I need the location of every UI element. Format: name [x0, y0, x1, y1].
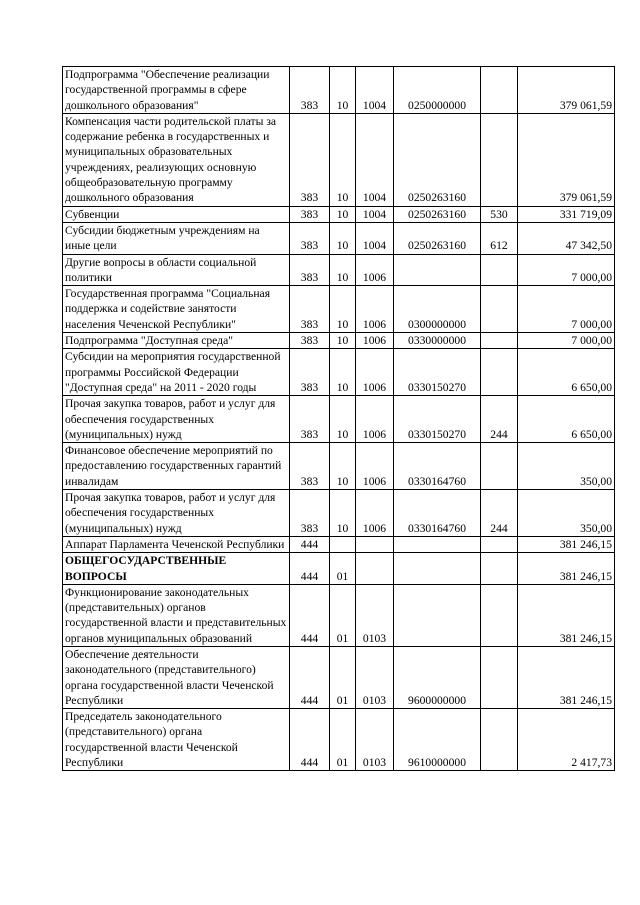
row-name-cell: Компенсация части родительской платы за содержание ребенка в государственных и муниципальных образовательных учреждениях, реализующих основную общеобразовательную программу дошкольного образования [63, 113, 290, 206]
row-name-cell: Обеспечение деятельности законодательного (представительного) органа государственной власти Чеченской Республики [63, 646, 290, 708]
row-prz-cell: 0103 [356, 709, 394, 771]
row-sum-cell: 7 000,00 [518, 333, 615, 349]
row-csr-cell: 0250000000 [394, 67, 481, 114]
row-sum-cell: 331 719,09 [518, 206, 615, 222]
row-ved-cell: 383 [290, 349, 330, 396]
row-csr-cell: 0330164760 [394, 490, 481, 537]
row-prz-cell: 1006 [356, 443, 394, 490]
row-prz-cell [356, 536, 394, 552]
row-vr-cell: 244 [481, 396, 518, 443]
row-vr-cell [481, 67, 518, 114]
row-name-cell: Государственная программа "Социальная поддержка и содействие занятости населения Чеченской Республики" [63, 286, 290, 333]
row-csr-cell: 0250263160 [394, 206, 481, 222]
row-sum-cell: 379 061,59 [518, 113, 615, 206]
row-rz-cell: 10 [330, 67, 356, 114]
row-vr-cell [481, 254, 518, 286]
row-ved-cell: 383 [290, 443, 330, 490]
row-ved-cell: 444 [290, 553, 330, 585]
row-sum-cell: 7 000,00 [518, 286, 615, 333]
row-sum-cell: 2 417,73 [518, 709, 615, 771]
budget-table [62, 66, 615, 771]
row-name-cell: Финансовое обеспечение мероприятий по предоставлению государственных гарантий инвалидам [63, 443, 290, 490]
row-rz-cell: 10 [330, 113, 356, 206]
row-rz-cell: 10 [330, 286, 356, 333]
table-row [63, 443, 615, 490]
row-csr-cell: 0330150270 [394, 396, 481, 443]
row-csr-cell: 9610000000 [394, 709, 481, 771]
row-name-cell: Председатель законодательного (представительного) органа государственной власти Чеченской Республики [63, 709, 290, 771]
row-csr-cell: 0250263160 [394, 113, 481, 206]
row-ved-cell: 444 [290, 584, 330, 646]
row-rz-cell: 10 [330, 396, 356, 443]
row-name-cell: Прочая закупка товаров, работ и услуг для обеспечения государственных (муниципальных) нужд [63, 490, 290, 537]
row-vr-cell: 530 [481, 206, 518, 222]
row-sum-cell: 381 246,15 [518, 536, 615, 552]
row-prz-cell [356, 553, 394, 585]
row-name-cell: Субвенции [63, 206, 290, 222]
row-prz-cell: 1004 [356, 222, 394, 254]
table-row [63, 67, 615, 114]
row-prz-cell: 1006 [356, 349, 394, 396]
row-sum-cell: 6 650,00 [518, 349, 615, 396]
row-name-cell: Прочая закупка товаров, работ и услуг для обеспечения государственных (муниципальных) нужд [63, 396, 290, 443]
row-vr-cell [481, 113, 518, 206]
row-rz-cell: 10 [330, 206, 356, 222]
row-prz-cell: 0103 [356, 584, 394, 646]
row-ved-cell: 383 [290, 490, 330, 537]
row-prz-cell: 1004 [356, 113, 394, 206]
row-name-cell: ОБЩЕГОСУДАРСТВЕННЫЕ ВОПРОСЫ [63, 553, 290, 585]
table-row [63, 349, 615, 396]
row-name-cell: Аппарат Парламента Чеченской Республики [63, 536, 290, 552]
row-vr-cell [481, 553, 518, 585]
row-sum-cell: 379 061,59 [518, 67, 615, 114]
row-prz-cell: 1006 [356, 333, 394, 349]
row-ved-cell: 383 [290, 113, 330, 206]
row-sum-cell: 47 342,50 [518, 222, 615, 254]
table-row [63, 222, 615, 254]
row-vr-cell [481, 709, 518, 771]
table-row [63, 490, 615, 537]
row-ved-cell: 383 [290, 286, 330, 333]
table-row [63, 553, 615, 585]
row-name-cell: Функционирование законодательных (представительных) органов государственной власти и представительных органов муниципальных образований [63, 584, 290, 646]
row-ved-cell: 383 [290, 222, 330, 254]
table-row [63, 286, 615, 333]
row-vr-cell: 612 [481, 222, 518, 254]
row-vr-cell [481, 349, 518, 396]
row-csr-cell: 0330164760 [394, 443, 481, 490]
table-row [63, 536, 615, 552]
row-rz-cell: 01 [330, 584, 356, 646]
row-ved-cell: 383 [290, 396, 330, 443]
row-csr-cell [394, 536, 481, 552]
row-prz-cell: 0103 [356, 646, 394, 708]
table-row [63, 333, 615, 349]
row-sum-cell: 6 650,00 [518, 396, 615, 443]
row-csr-cell: 0330150270 [394, 349, 481, 396]
row-ved-cell: 383 [290, 333, 330, 349]
table-row [63, 206, 615, 222]
row-name-cell: Субсидии бюджетным учреждениям на иные цели [63, 222, 290, 254]
row-sum-cell: 7 000,00 [518, 254, 615, 286]
row-name-cell: Субсидии на мероприятия государственной программы Российской Федерации "Доступная среда" на 2011 - 2020 годы [63, 349, 290, 396]
table-row [63, 646, 615, 708]
row-sum-cell: 350,00 [518, 443, 615, 490]
row-vr-cell [481, 286, 518, 333]
row-csr-cell [394, 254, 481, 286]
row-rz-cell: 10 [330, 443, 356, 490]
table-row [63, 584, 615, 646]
row-rz-cell: 10 [330, 333, 356, 349]
row-prz-cell: 1006 [356, 286, 394, 333]
row-rz-cell: 01 [330, 646, 356, 708]
row-name-cell: Подпрограмма "Обеспечение реализации государственной программы в сфере дошкольного образования" [63, 67, 290, 114]
row-csr-cell: 0300000000 [394, 286, 481, 333]
row-name-cell: Подпрограмма "Доступная среда" [63, 333, 290, 349]
row-sum-cell: 381 246,15 [518, 584, 615, 646]
row-prz-cell: 1006 [356, 396, 394, 443]
row-prz-cell: 1004 [356, 206, 394, 222]
table-row [63, 709, 615, 771]
table-body [63, 67, 615, 771]
row-vr-cell [481, 584, 518, 646]
row-csr-cell: 0330000000 [394, 333, 481, 349]
row-rz-cell [330, 536, 356, 552]
row-prz-cell: 1006 [356, 490, 394, 537]
row-prz-cell: 1006 [356, 254, 394, 286]
row-ved-cell: 383 [290, 254, 330, 286]
row-vr-cell: 244 [481, 490, 518, 537]
row-vr-cell [481, 443, 518, 490]
row-csr-cell: 0250263160 [394, 222, 481, 254]
row-prz-cell: 1004 [356, 67, 394, 114]
row-sum-cell: 381 246,15 [518, 646, 615, 708]
row-name-cell: Другие вопросы в области социальной политики [63, 254, 290, 286]
row-vr-cell [481, 536, 518, 552]
row-rz-cell: 10 [330, 490, 356, 537]
table-row [63, 396, 615, 443]
row-csr-cell: 9600000000 [394, 646, 481, 708]
row-rz-cell: 10 [330, 254, 356, 286]
row-vr-cell [481, 333, 518, 349]
row-ved-cell: 444 [290, 709, 330, 771]
row-ved-cell: 444 [290, 536, 330, 552]
row-ved-cell: 383 [290, 67, 330, 114]
table-row [63, 113, 615, 206]
row-sum-cell: 350,00 [518, 490, 615, 537]
row-csr-cell [394, 584, 481, 646]
row-rz-cell: 10 [330, 222, 356, 254]
row-rz-cell: 01 [330, 553, 356, 585]
row-rz-cell: 01 [330, 709, 356, 771]
row-rz-cell: 10 [330, 349, 356, 396]
document-page [62, 66, 615, 771]
row-csr-cell [394, 553, 481, 585]
row-sum-cell: 381 246,15 [518, 553, 615, 585]
row-ved-cell: 383 [290, 206, 330, 222]
row-vr-cell [481, 646, 518, 708]
row-ved-cell: 444 [290, 646, 330, 708]
table-row [63, 254, 615, 286]
